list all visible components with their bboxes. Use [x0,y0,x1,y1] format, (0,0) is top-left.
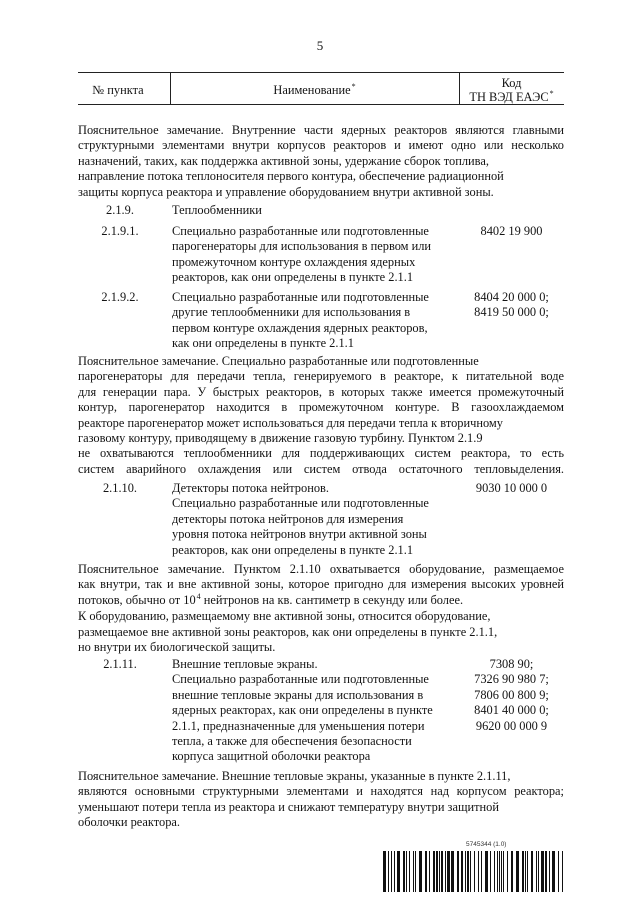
note-line: назначений, таких, как поддержка активной зоны, удержание сборок топлива, [78,153,489,168]
item-name-line: внешние тепловые экраны для использования в [172,687,424,702]
item-name-line: Специально разработанные или подготовленные [172,496,429,511]
note-line: являются основными структурными элементами и находятся над корпусом реактора; [78,784,564,799]
item-code: 8404 20 000 0; [474,290,549,304]
item-code: 7308 90; [489,657,534,671]
item-row [78,657,564,765]
explanatory-note [78,769,564,831]
item-name-line: Специально разработанные или подготовленные [172,672,429,687]
item-codes [459,290,564,321]
note-line: как внутри, так и вне активной зоны, которое пригодно для измерения высоких уровней [78,577,564,592]
item-code: 8401 40 000 0; [474,703,549,718]
note-line: Пояснительное замечание. Специально разработанные или подготовленные [78,354,479,368]
item-name-line: как они определены в пункте 2.1.1 [172,336,354,351]
item-codes [459,224,564,239]
superscript-exponent: 4 [196,591,201,601]
item-row [78,290,564,352]
note-text: нейтронов на кв. сантиметр в секунду или более. [200,592,464,607]
item-name-line: тепла, а также для обеспечения безопасности [172,734,412,749]
item-code: 8402 19 900 [480,224,543,238]
footnote-mark: * [549,89,554,98]
item-name-line: Специально разработанные или подготовленные [172,224,429,238]
note-line: защиты корпуса реактора и управление оборудованием внутри активной зоны. [78,184,494,199]
note-line: газовому контуру, приводящему в движение газовую турбину. Пунктом 2.1.9 [78,431,483,446]
item-name-line: парогенераторы для использования в первом или [172,239,432,254]
item-code: 7326 90 980 7; [474,672,549,687]
header-cell-code [459,76,564,106]
note-line: парогенераторы для передачи тепла, генерируемого в реакторе, к питательной воде [78,369,564,384]
item-codes [459,481,564,496]
note-line: реакторе парогенератор может использоваться для передачи тепла к вторичному [78,415,503,430]
barcode [383,851,563,892]
note-line: Пояснительное замечание. Внутренние части ядерных реакторов являются главными [78,123,564,137]
note-line: уменьшают потери тепла из реактора и снижают температуру внутри защитной [78,799,499,814]
item-name [172,481,457,558]
header-name-label: Наименование [273,83,351,97]
explanatory-note [78,354,564,477]
item-code: 9620 00 000 9 [475,718,548,733]
note-text: потоков, обычно от 10 [78,592,196,607]
item-name-line: Детекторы потока нейтронов. [172,481,329,495]
header-cell-number: № пункта [92,83,144,97]
page-number: 5 [316,38,324,53]
item-number: 2.1.9.2. [101,290,139,304]
item-row [78,224,564,286]
item-name [172,290,457,352]
item-code: 9030 10 000 0 [475,481,548,495]
note-line: систем аварийного охлаждения или систем отвода остаточного тепловыделения. [78,461,564,476]
item-number: 2.1.9. [106,203,134,217]
barcode-label: 5745344 (1.0) [466,841,507,848]
explanatory-note [78,562,564,655]
footnote-mark: * [351,82,356,91]
note-line: для генерации пара. У быстрых реакторов, в которых также имеется промежуточный [78,384,564,399]
item-number: 2.1.9.1. [101,224,139,238]
item-name-line: первом контуре охлаждения ядерных реакторов, [172,320,428,335]
item-name-line: уровня потока нейтронов внутри активной зоны [172,527,427,542]
item-row [78,481,564,558]
item-code: 7806 00 800 9; [474,687,549,702]
item-name-line: Внешние тепловые экраны. [172,657,318,671]
note-line: Пояснительное замечание. Пунктом 2.1.10 охватывается оборудование, размещаемое [78,562,564,576]
item-name-line: 2.1.1, предназначенные для уменьшения потери [172,718,425,733]
item-name-line: корпуса защитной оболочки реактора [172,749,371,764]
item-number: 2.1.11. [103,657,137,671]
item-name-line: детекторы потока нейтронов для измерения [172,511,404,526]
note-line: структурными элементами внутри корпусов реакторов и имеют одно или несколько [78,138,564,153]
note-line: Пояснительное замечание. Внешние тепловые экраны, указанные в пункте 2.1.11, [78,769,511,783]
item-name-line: другие теплообменники для использования в [172,305,411,320]
note-line: размещаемое вне активной зоны реакторов, как они определены в пункте 2.1.1, [78,624,498,639]
item-number: 2.1.10. [102,481,138,495]
note-line: К оборудованию, размещаемому вне активной зоны, относится оборудование, [78,609,491,624]
note-line: не охватываются теплообменники для поддерживающих систем реактора, то есть [78,446,564,461]
note-line: оболочки реактора. [78,815,181,830]
header-cell-name [170,83,459,99]
item-name-line: промежуточном контуре охлаждения ядерных [172,254,416,269]
item-name-line: реакторов, как они определены в пункте 2.1.1 [172,270,414,285]
note-line [78,593,564,609]
note-line: направление потока теплоносителя первого контура, обеспечение радиационной [78,169,504,184]
header-code-title: Код [501,76,522,90]
note-line: но внутри их биологической защиты. [78,640,276,655]
header-code-subtitle-line [459,90,564,106]
item-code: 8419 50 000 0; [474,305,549,320]
item-codes [459,657,564,734]
table-header [78,72,564,105]
item-row [78,203,564,219]
item-name [172,657,457,765]
header-code-subtitle: ТН ВЭД ЕАЭС [469,90,549,104]
explanatory-note [78,123,564,200]
note-line: контур, парогенератор находится в промежуточном контуре. В газоохлаждаемом [78,400,564,415]
item-name-line: реакторов, как они определены в пункте 2.1.1 [172,542,414,557]
item-name-line: Специально разработанные или подготовленные [172,290,429,304]
item-name [172,224,457,286]
item-name-line: Теплообменники [172,203,262,217]
item-name [172,203,457,218]
item-name-line: ядерных реакторах, как они определены в пункте [172,703,433,718]
